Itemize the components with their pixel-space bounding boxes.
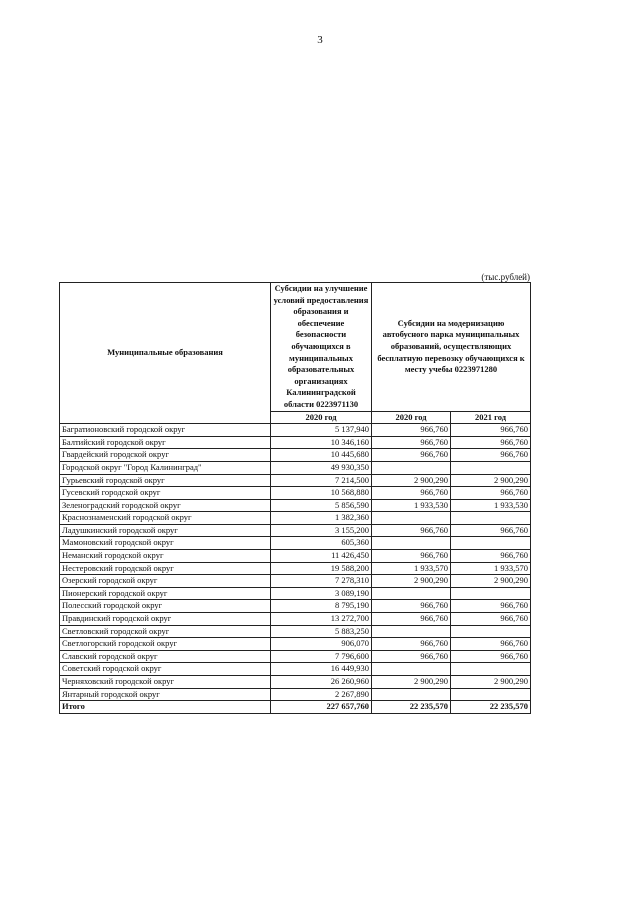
value-cell: 966,760: [451, 550, 531, 563]
municipality-cell: Гвардейский городской округ: [60, 449, 271, 462]
value-cell: 3 155,200: [271, 524, 372, 537]
header-year: 2021 год: [451, 411, 531, 424]
table-row: [60, 512, 531, 525]
table-row: [60, 449, 531, 462]
value-cell: 1 933,530: [451, 499, 531, 512]
value-cell: [451, 537, 531, 550]
value-cell: 16 449,930: [271, 663, 372, 676]
table-row: [60, 487, 531, 500]
value-cell: [372, 625, 451, 638]
value-cell: 10 445,680: [271, 449, 372, 462]
municipality-cell: Багратионовский городской округ: [60, 424, 271, 437]
units-label: (тыс.рублей): [481, 272, 530, 282]
municipality-cell: Гурьевский городской округ: [60, 474, 271, 487]
value-cell: 1 382,360: [271, 512, 372, 525]
total-label: Итого: [60, 701, 271, 714]
table-row: [60, 600, 531, 613]
value-cell: [451, 587, 531, 600]
municipality-cell: Нестеровский городской округ: [60, 562, 271, 575]
value-cell: 966,760: [451, 600, 531, 613]
value-cell: [451, 625, 531, 638]
table-row: [60, 424, 531, 437]
value-cell: [451, 512, 531, 525]
table-row: [60, 474, 531, 487]
value-cell: 966,760: [372, 524, 451, 537]
municipality-cell: Озерский городской округ: [60, 575, 271, 588]
value-cell: 2 267,890: [271, 688, 372, 701]
value-cell: 7 214,500: [271, 474, 372, 487]
value-cell: [372, 461, 451, 474]
value-cell: 966,760: [372, 638, 451, 651]
value-cell: 5 883,250: [271, 625, 372, 638]
value-cell: 8 795,190: [271, 600, 372, 613]
municipality-cell: Городской округ "Город Калининград": [60, 461, 271, 474]
table-row: [60, 663, 531, 676]
value-cell: 10 346,160: [271, 436, 372, 449]
table-row: [60, 613, 531, 626]
value-cell: 2 900,290: [451, 474, 531, 487]
value-cell: 5 137,940: [271, 424, 372, 437]
header-subsidy-buses: Субсидии на модернизацию автобусного парка муниципальных образований, осуществляющих бесплатную перевозку обучающихся к месту учебы 0223971280: [372, 283, 531, 412]
table-row: [60, 625, 531, 638]
value-cell: 966,760: [372, 600, 451, 613]
value-cell: 1 933,530: [372, 499, 451, 512]
municipality-cell: Неманский городской округ: [60, 550, 271, 563]
value-cell: [372, 663, 451, 676]
value-cell: 966,760: [451, 449, 531, 462]
value-cell: 13 272,700: [271, 613, 372, 626]
table-row: [60, 562, 531, 575]
value-cell: 7 796,600: [271, 650, 372, 663]
table-row: [60, 550, 531, 563]
municipality-cell: Гусевский городской округ: [60, 487, 271, 500]
value-cell: 10 568,880: [271, 487, 372, 500]
header-municipality: Муниципальные образования: [60, 283, 271, 424]
value-cell: [372, 512, 451, 525]
value-cell: 1 933,570: [451, 562, 531, 575]
municipality-cell: Полесский городской округ: [60, 600, 271, 613]
value-cell: 2 900,290: [372, 474, 451, 487]
table-total-row: [60, 701, 531, 714]
value-cell: 966,760: [372, 449, 451, 462]
table-row: [60, 688, 531, 701]
value-cell: 966,760: [451, 487, 531, 500]
value-cell: 605,360: [271, 537, 372, 550]
municipality-cell: Светловский городской округ: [60, 625, 271, 638]
value-cell: 2 900,290: [451, 676, 531, 689]
value-cell: [372, 587, 451, 600]
value-cell: 966,760: [451, 638, 531, 651]
value-cell: 49 930,350: [271, 461, 372, 474]
value-cell: 906,070: [271, 638, 372, 651]
subsidy-table: [59, 282, 531, 714]
municipality-cell: Славский городской округ: [60, 650, 271, 663]
value-cell: 966,760: [451, 613, 531, 626]
municipality-cell: Зеленоградский городской округ: [60, 499, 271, 512]
table-row: [60, 575, 531, 588]
total-value: 22 235,570: [372, 701, 451, 714]
value-cell: 966,760: [372, 650, 451, 663]
value-cell: 966,760: [372, 436, 451, 449]
value-cell: 966,760: [372, 424, 451, 437]
municipality-cell: Краснознаменский городской округ: [60, 512, 271, 525]
total-value: 227 657,760: [271, 701, 372, 714]
value-cell: 966,760: [451, 436, 531, 449]
value-cell: 966,760: [372, 550, 451, 563]
table-row: [60, 436, 531, 449]
municipality-cell: Ладушкинский городской округ: [60, 524, 271, 537]
value-cell: 2 900,290: [451, 575, 531, 588]
value-cell: 2 900,290: [372, 575, 451, 588]
value-cell: [451, 688, 531, 701]
value-cell: 966,760: [372, 613, 451, 626]
municipality-cell: Советский городской округ: [60, 663, 271, 676]
value-cell: 966,760: [451, 424, 531, 437]
total-value: 22 235,570: [451, 701, 531, 714]
value-cell: 26 260,960: [271, 676, 372, 689]
value-cell: 19 588,200: [271, 562, 372, 575]
municipality-cell: Янтарный городской округ: [60, 688, 271, 701]
table-row: [60, 461, 531, 474]
header-year: 2020 год: [372, 411, 451, 424]
value-cell: 5 856,590: [271, 499, 372, 512]
table-row: [60, 587, 531, 600]
page-number: 3: [317, 34, 323, 46]
municipality-cell: Правдинский городской округ: [60, 613, 271, 626]
table-row: [60, 499, 531, 512]
table-row: [60, 638, 531, 651]
header-subsidy-conditions: Субсидии на улучшение условий предоставления образования и обеспечение безопасности обучающихся в муниципальных образовательных организациях Калининградской области 0223971130: [271, 283, 372, 412]
municipality-cell: Балтийский городской округ: [60, 436, 271, 449]
table-row: [60, 650, 531, 663]
header-year: 2020 год: [271, 411, 372, 424]
municipality-cell: Черняховский городской округ: [60, 676, 271, 689]
value-cell: 966,760: [372, 487, 451, 500]
value-cell: 966,760: [451, 650, 531, 663]
value-cell: [451, 663, 531, 676]
value-cell: 3 089,190: [271, 587, 372, 600]
value-cell: 2 900,290: [372, 676, 451, 689]
table-row: [60, 524, 531, 537]
table-row: [60, 676, 531, 689]
value-cell: [451, 461, 531, 474]
value-cell: 7 278,310: [271, 575, 372, 588]
table-header-row: [60, 283, 531, 412]
table-row: [60, 537, 531, 550]
municipality-cell: Мамоновский городской округ: [60, 537, 271, 550]
municipality-cell: Светлогорский городской округ: [60, 638, 271, 651]
value-cell: 966,760: [451, 524, 531, 537]
municipality-cell: Пионерский городской округ: [60, 587, 271, 600]
value-cell: 11 426,450: [271, 550, 372, 563]
value-cell: 1 933,570: [372, 562, 451, 575]
value-cell: [372, 688, 451, 701]
value-cell: [372, 537, 451, 550]
